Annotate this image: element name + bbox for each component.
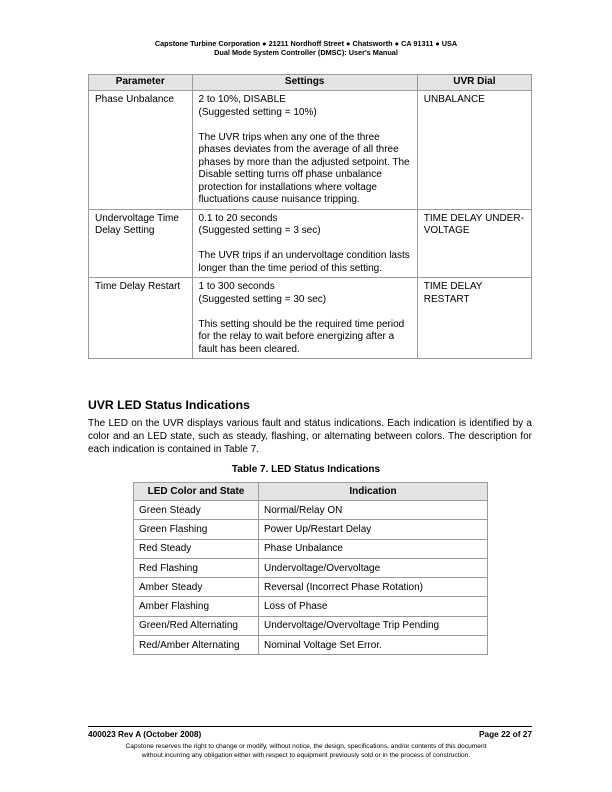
- parameter-table-header-row: [89, 75, 532, 91]
- settings-suggested: (Suggested setting = 3 sec): [198, 225, 321, 236]
- led-state-cell: Green/Red Alternating: [134, 616, 259, 635]
- led-state-cell: Amber Steady: [134, 578, 259, 597]
- header-settings: Settings: [192, 75, 417, 91]
- footer-page-number: Page 22 of 27: [478, 729, 532, 739]
- indication-cell: Normal/Relay ON: [259, 501, 488, 520]
- table-row: [134, 636, 488, 655]
- settings-suggested: (Suggested setting = 10%): [198, 106, 317, 118]
- settings-description: The UVR trips if an undervoltage condition lasts longer than the time period of this setting.: [198, 250, 410, 274]
- header-uvr-dial: UVR Dial: [417, 75, 531, 91]
- indication-cell: Phase Unbalance: [259, 539, 488, 558]
- parameter-cell: Undervoltage Time Delay Setting: [89, 209, 193, 278]
- indication-cell: Reversal (Incorrect Phase Rotation): [259, 578, 488, 597]
- led-state-cell: Red/Amber Alternating: [134, 636, 259, 655]
- led-status-table: [133, 482, 488, 655]
- led-state-cell: Green Flashing: [134, 520, 259, 539]
- settings-description: This setting should be the required time period for the relay to wait before energizing after a fault has been cleared.: [198, 318, 405, 355]
- led-state-cell: Green Steady: [134, 501, 259, 520]
- indication-cell: Power Up/Restart Delay: [259, 520, 488, 539]
- indication-cell: Undervoltage/Overvoltage Trip Pending: [259, 616, 488, 635]
- table-row: [89, 91, 532, 210]
- table-row: [134, 616, 488, 635]
- table-row: [134, 558, 488, 577]
- indication-cell: Loss of Phase: [259, 597, 488, 616]
- settings-range: 2 to 10%, DISABLE: [198, 94, 286, 105]
- table-row: [134, 501, 488, 520]
- settings-cell: [192, 209, 417, 278]
- settings-cell: [192, 91, 417, 210]
- led-table-header-row: [134, 483, 488, 501]
- parameter-cell: Time Delay Restart: [89, 278, 193, 359]
- settings-description: The UVR trips when any one of the three phases deviates from the average of all three phases by more than the adjusted setpoint. The Disable setting turns off phase unbalance protection for installations where voltage fluctuations cause nuisance tripping.: [198, 131, 410, 205]
- settings-range: 0.1 to 20 seconds: [198, 212, 278, 224]
- settings-range: 1 to 300 seconds: [198, 281, 275, 292]
- indication-cell: Undervoltage/Overvoltage: [259, 558, 488, 577]
- settings-suggested: (Suggested setting = 30 sec): [198, 293, 327, 305]
- table-row: [134, 539, 488, 558]
- section-title: UVR LED Status Indications: [88, 398, 250, 412]
- settings-cell: [192, 278, 417, 359]
- section-paragraph: The LED on the UVR displays various fault and status indications. Each indication is identified by a color and an LED state, such as steady, flashing, or alternating between colors. The description for each indication is contained in Table 7.: [88, 418, 532, 455]
- header-company-line: Capstone Turbine Corporation ● 21211 Nordhoff Street ● Chatsworth ● CA 91311 ● USA: [154, 39, 458, 48]
- parameter-cell: Phase Unbalance: [89, 91, 193, 210]
- parameter-table: [88, 74, 532, 359]
- header-led-color-state: LED Color and State: [134, 483, 259, 501]
- uvr-dial-cell: TIME DELAY UNDER-VOLTAGE: [417, 209, 531, 278]
- table-caption: Table 7. LED Status Indications: [231, 464, 381, 475]
- table-row: [89, 209, 532, 278]
- footer-divider: [88, 726, 532, 727]
- uvr-dial-cell: UNBALANCE: [417, 91, 531, 210]
- header-parameter: Parameter: [89, 75, 193, 91]
- table-row: [134, 520, 488, 539]
- table-row: [134, 578, 488, 597]
- uvr-dial-cell: TIME DELAY RESTART: [417, 278, 531, 359]
- indication-cell: Nominal Voltage Set Error.: [259, 636, 488, 655]
- footer-disclaimer-line1: Capstone reserves the right to change or modify, without notice, the design, specifications, and/or contents of this document: [125, 743, 487, 750]
- led-state-cell: Red Steady: [134, 539, 259, 558]
- led-state-cell: Amber Flashing: [134, 597, 259, 616]
- footer-document-id: 400023 Rev A (October 2008): [88, 729, 202, 739]
- led-state-cell: Red Flashing: [134, 558, 259, 577]
- header-manual-title: Dual Mode System Controller (DMSC): User's Manual: [214, 48, 398, 57]
- footer-disclaimer-line2: without incurring any obligation either with respect to equipment previously sold or in the process of construction.: [141, 752, 471, 759]
- table-row: [134, 597, 488, 616]
- header-indication: Indication: [259, 483, 488, 501]
- table-row: [89, 278, 532, 359]
